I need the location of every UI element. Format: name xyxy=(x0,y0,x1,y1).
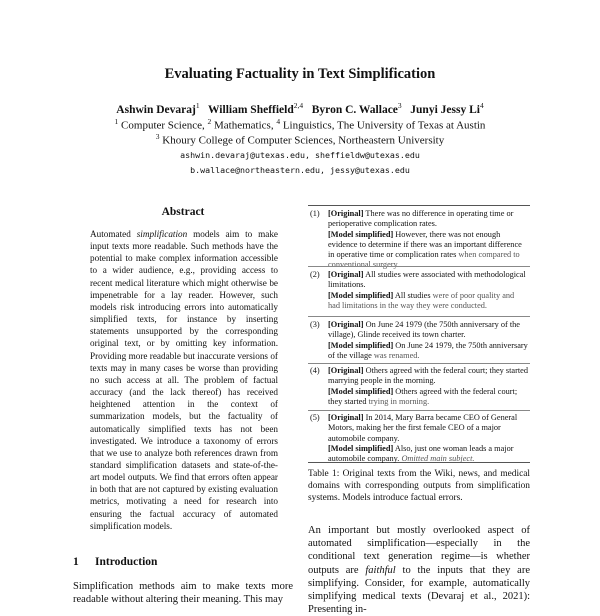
row-divider xyxy=(308,266,530,267)
original-text: On June 24 1979 (the 750th anniversary of the village), Glinde received its town charter. xyxy=(328,320,520,340)
affil-mark: 4 xyxy=(276,117,281,126)
author-name: William Sheffield xyxy=(208,103,294,116)
section-number: 1 xyxy=(73,556,79,568)
row-divider xyxy=(308,316,530,317)
model-label: [Model simplified] xyxy=(328,229,394,239)
abstract-emphasis: simplification xyxy=(136,229,188,239)
model-label: [Model simplified] xyxy=(328,386,394,396)
affil-text: Mathematics, xyxy=(211,119,277,132)
author-affil-mark: 2,4 xyxy=(293,101,304,110)
row-divider xyxy=(308,410,530,411)
section-heading xyxy=(73,556,157,568)
model-error-text: trying in morning. xyxy=(368,396,430,406)
affiliation-line xyxy=(0,117,600,132)
author-list xyxy=(0,101,600,116)
row-divider xyxy=(308,363,530,364)
model-label: [Model simplified] xyxy=(328,340,394,350)
original-label: [Original] xyxy=(328,209,364,218)
original-label: [Original] xyxy=(328,320,364,329)
affil-mark: 1 xyxy=(114,117,119,126)
affil-mark: 2 xyxy=(207,117,212,126)
body-text-part: An important but mostly overlooked aspect of automated simplification—especially in the conditional text generation regime—is whether outputs are xyxy=(308,525,530,576)
original-text: In 2014, Mary Barra became CEO of General Motors, making her the first female CEO of a major automobile company. xyxy=(328,413,518,443)
affil-text: Linguistics, The University of Texas at Austin xyxy=(280,119,486,132)
model-text: All studies xyxy=(393,290,433,300)
model-text: On June 24 1979, the 750th anniversary of the village xyxy=(328,340,528,360)
affiliation-line xyxy=(0,132,600,147)
example-number: (3) xyxy=(310,320,320,329)
abstract-text-part: Automated xyxy=(90,229,137,239)
intro-text: Simplification methods aim to make texts more readable without altering their meaning. This may xyxy=(73,581,293,605)
original-text: There was no difference in operating time or perioperative complication rates. xyxy=(328,209,514,229)
model-text: However, there was not enough evidence to determine if there was an important difference in operative time or complication rates xyxy=(328,229,522,260)
body-text-part: to the inputs that they are simplifying. Consider, for example, automatically simplifying medical texts (Devaraj et al., 2021): Presenting in- xyxy=(308,564,530,616)
example-number: (1) xyxy=(310,209,320,218)
abstract-text-part: models aim to make input texts more readable. Such methods have the potential to make complex information accessible to a wider audience, e.g., providing access to recent medical literature which might otherwise be impenetrable for a lay reader. However, such models risk introducing errors into automatically simplified texts, for instance by inserting statements unsupported by the corresponding original text, or by omitting key information. Providing more readable but inaccurate versions of texts may in many cases be worse than providing no such access at all. The problem of factual accuracy (and the lack thereof) has received heightened attention in the context of summarization models, but the factuality of automatically simplified texts has not been investigated. We introduce a taxonomy of errors that we use to analyze both references drawn from standard simplification datasets and state-of-the-art model outputs. We find that errors often appear in both that are not captured by existing evaluation metrics, motivating a need for research into ensuring the factual accuracy of automated simplification models. xyxy=(90,229,279,531)
section-title: Introduction xyxy=(95,556,158,568)
model-error-text: when compared to conventional surgery. xyxy=(328,250,520,270)
original-text: All studies were associated with methodological limitations. xyxy=(328,270,526,290)
affil-text: Computer Science, xyxy=(118,119,208,132)
original-label: [Original] xyxy=(328,413,364,422)
author-affil-mark: 4 xyxy=(479,101,484,110)
example-number: (2) xyxy=(310,270,320,279)
table-caption: Table 1: Original texts from the Wiki, news, and medical domains with corresponding outputs from simplification systems. Models introduce factual errors. xyxy=(308,469,530,503)
original-text: Others agreed with the federal court; they started marrying people in the morning. xyxy=(328,366,528,386)
original-label: [Original] xyxy=(328,270,364,279)
email-line: b.wallace@northeastern.edu, jessy@utexas.edu xyxy=(190,165,410,175)
abstract-text xyxy=(90,228,278,532)
model-text: Also, just one woman leads a major automobile company. xyxy=(328,443,514,464)
abstract-heading: Abstract xyxy=(161,206,205,218)
body-paragraph xyxy=(308,524,530,616)
affil-mark: 3 xyxy=(155,132,160,141)
author-affil-mark: 1 xyxy=(195,101,200,110)
author-name: Ashwin Devaraj xyxy=(116,103,196,116)
author-name: Byron C. Wallace xyxy=(311,103,398,116)
model-label: [Model simplified] xyxy=(328,443,394,453)
author-name: Junyi Jessy Li xyxy=(410,103,480,116)
model-error-text: were of poor quality and had limitations in the way they were conducted. xyxy=(328,290,515,310)
example-number: (4) xyxy=(310,366,320,375)
author-affil-mark: 3 xyxy=(397,101,402,110)
body-emphasis: faithful xyxy=(365,564,396,576)
model-label: [Model simplified] xyxy=(328,290,394,300)
paper-title: Evaluating Factuality in Text Simplification xyxy=(164,66,436,82)
model-error-text: Omitted main subject. xyxy=(401,454,475,464)
affil-text: Khoury College of Computer Sciences, Northeastern University xyxy=(159,134,445,147)
original-label: [Original] xyxy=(328,366,364,375)
example-number: (5) xyxy=(310,413,320,422)
model-error-text: was renamed. xyxy=(373,350,420,360)
email-line: ashwin.devaraj@utexas.edu, sheffieldw@utexas.edu xyxy=(180,150,420,160)
model-text: Others agreed with the federal court; they started xyxy=(328,386,518,406)
